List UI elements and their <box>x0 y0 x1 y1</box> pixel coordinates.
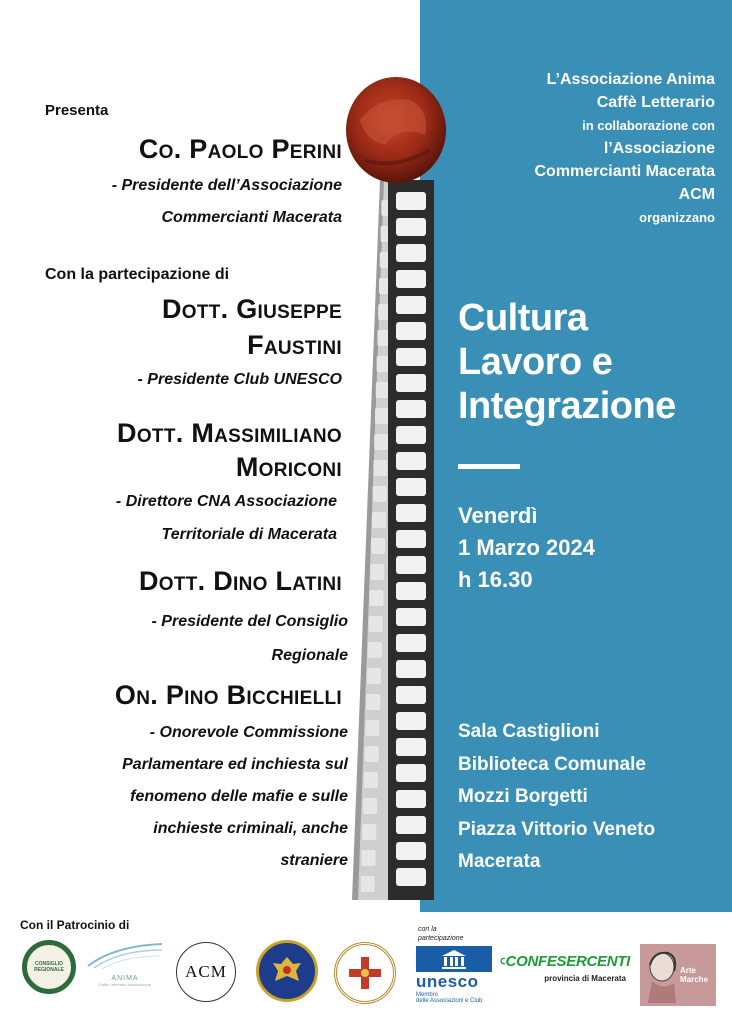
event-time: h 16.30 <box>458 567 533 592</box>
film-frame <box>396 348 426 366</box>
organizer-line-2: Caffè Letterario <box>596 94 715 111</box>
film-frame <box>396 868 426 886</box>
speaker-4-role-line-2: Regionale <box>271 647 348 664</box>
film-frame <box>396 582 426 600</box>
film-frame <box>396 556 426 574</box>
anima-subtext: Caffè Letterario Associazione <box>99 982 151 987</box>
speaker-5-name: On. Pino Bicchielli <box>114 680 342 710</box>
back-film-frame <box>365 746 379 762</box>
speaker-2-name-line-1: Dott. Giuseppe <box>161 294 342 324</box>
film-frame <box>396 296 426 314</box>
speaker-2-role: - Presidente Club UNESCO <box>137 371 342 388</box>
unesco-temple-icon <box>439 949 469 969</box>
back-film-frame <box>366 720 380 736</box>
confesercenti-logo <box>500 948 630 998</box>
unesco-sub-2: delle Associazioni e Club <box>416 998 483 1004</box>
acm-text: ACM <box>185 962 227 981</box>
venue-line-3: Mozzi Borgetti <box>458 786 588 807</box>
back-film-frame <box>362 850 376 866</box>
event-date <box>458 500 595 596</box>
film-frame <box>396 270 426 288</box>
speaker-5-role-line-5: straniere <box>280 852 348 869</box>
event-day: Venerdì <box>458 503 538 528</box>
portrait-sketch-icon <box>640 947 680 1003</box>
unesco-logo <box>416 946 492 1012</box>
film-frame <box>396 374 426 392</box>
event-title-line-3: Integrazione <box>458 385 676 427</box>
event-title-line-1: Cultura <box>458 297 588 339</box>
venue-line-1: Sala Castiglioni <box>458 721 600 742</box>
unesco-club-crest-logo <box>256 940 318 1002</box>
arte-marche-logo <box>640 944 716 1006</box>
film-frame <box>396 192 426 210</box>
front-film-frames <box>396 192 426 886</box>
film-frame <box>396 244 426 262</box>
speaker-5-role-line-1: - Onorevole Commissione <box>149 724 348 741</box>
unesco-participation-tag <box>418 925 464 943</box>
unesco-sub-1: Membro <box>416 992 439 998</box>
acm-logo <box>176 942 236 1002</box>
presenta-label: Presenta <box>45 102 109 119</box>
film-frame <box>396 452 426 470</box>
back-film-frame <box>363 798 377 814</box>
back-film-frame <box>369 590 383 606</box>
speaker-3-role-line-1: - Direttore CNA Associazione <box>115 493 337 510</box>
speaker-1-role-line-1: - Presidente dell’Associazione <box>111 177 342 194</box>
back-film-frame <box>369 616 383 632</box>
back-film-frame <box>370 564 384 580</box>
event-title <box>458 296 676 428</box>
back-film-frame <box>373 460 387 476</box>
organizer-line-3: in collaborazione con <box>582 118 715 133</box>
back-film-frame <box>364 772 378 788</box>
speaker-2-name-line-2: Faustini <box>247 330 342 360</box>
event-title-line-2: Lavoro e <box>458 341 613 383</box>
consiglio-regionale-logo <box>22 940 76 994</box>
confesercenti-text: CONFESERCENTI <box>505 952 630 970</box>
speaker-5-role-line-4: inchieste criminali, anche <box>153 820 348 837</box>
organizer-line-1: L’Associazione Anima <box>546 71 715 88</box>
organizer-block <box>425 68 715 229</box>
film-frame <box>396 790 426 808</box>
confesercenti-subtext: provincia di Macerata <box>544 974 626 983</box>
venue-line-2: Biblioteca Comunale <box>458 753 646 775</box>
back-film-frame <box>376 382 390 398</box>
film-frame <box>396 738 426 756</box>
speaker-4-name: Dott. Dino Latini <box>138 566 342 596</box>
unesco-text: unesco <box>416 972 479 991</box>
back-film-frame <box>366 694 380 710</box>
film-frame <box>396 686 426 704</box>
back-film-frame <box>374 434 388 450</box>
back-film-frame <box>368 642 382 658</box>
consiglio-regionale-text: CONSIGLIO REGIONALE <box>34 961 64 973</box>
speaker-4-role-line-1: - Presidente del Consiglio <box>151 613 348 630</box>
anima-text: ANIMA <box>111 975 139 982</box>
speaker-1-role-line-2: Commercianti Macerata <box>161 209 342 226</box>
event-date-value: 1 Marzo 2024 <box>458 535 595 560</box>
cross-seal-icon <box>347 955 383 991</box>
film-frame <box>396 400 426 418</box>
organizer-line-4: l’Associazione <box>603 140 715 157</box>
speaker-3-name-line-1: Dott. Massimiliano <box>117 418 342 448</box>
film-frame <box>396 530 426 548</box>
back-film-frame <box>371 538 385 554</box>
venue-line-4: Piazza Vittorio Veneto <box>458 818 656 840</box>
venue-line-5: Macerata <box>458 851 541 872</box>
event-venue <box>458 716 655 879</box>
unesco-tag-line-1: con la <box>418 926 437 933</box>
organizer-line-7: organizzano <box>639 210 715 225</box>
organizer-line-6: ACM <box>678 186 715 203</box>
speaker-1-name: Co. Paolo Perini <box>138 134 342 164</box>
speaker-5-role-line-3: fenomeno delle mafie e sulle <box>130 788 348 805</box>
film-frame <box>396 504 426 522</box>
organizer-line-5: Commercianti Macerata <box>534 163 715 180</box>
film-frame <box>396 426 426 444</box>
film-frame <box>396 842 426 860</box>
film-frame <box>396 218 426 236</box>
ordine-seal-logo <box>334 942 396 1004</box>
film-frame <box>396 608 426 626</box>
film-frame <box>396 634 426 652</box>
arte-marche-text: Arte Marche <box>680 966 709 984</box>
film-frame <box>396 322 426 340</box>
speaker-5-role-line-2: Parlamentare ed inchiesta sul <box>122 756 348 773</box>
film-frame <box>396 764 426 782</box>
film-frame <box>396 478 426 496</box>
anima-swoosh-icon <box>84 940 166 970</box>
unesco-tag-line-2: partecipazione <box>418 935 464 942</box>
speaker-3-role-line-2: Territoriale di Macerata <box>161 526 337 543</box>
anima-logo <box>84 940 166 1000</box>
eagle-crest-icon <box>270 954 304 988</box>
back-film-frame <box>361 876 375 892</box>
back-film-frame <box>373 486 387 502</box>
partecipazione-label: Con la partecipazione di <box>45 266 230 283</box>
film-frame <box>396 712 426 730</box>
film-frame <box>396 816 426 834</box>
back-film-frame <box>372 512 386 528</box>
back-film-frame <box>375 408 389 424</box>
back-film-frame <box>367 668 381 684</box>
speaker-3-name-line-2: Moriconi <box>235 452 342 482</box>
film-frame <box>396 660 426 678</box>
back-film-frame <box>362 824 376 840</box>
patrocinio-label: Con il Patrocinio di <box>20 918 130 932</box>
title-divider <box>458 464 520 469</box>
